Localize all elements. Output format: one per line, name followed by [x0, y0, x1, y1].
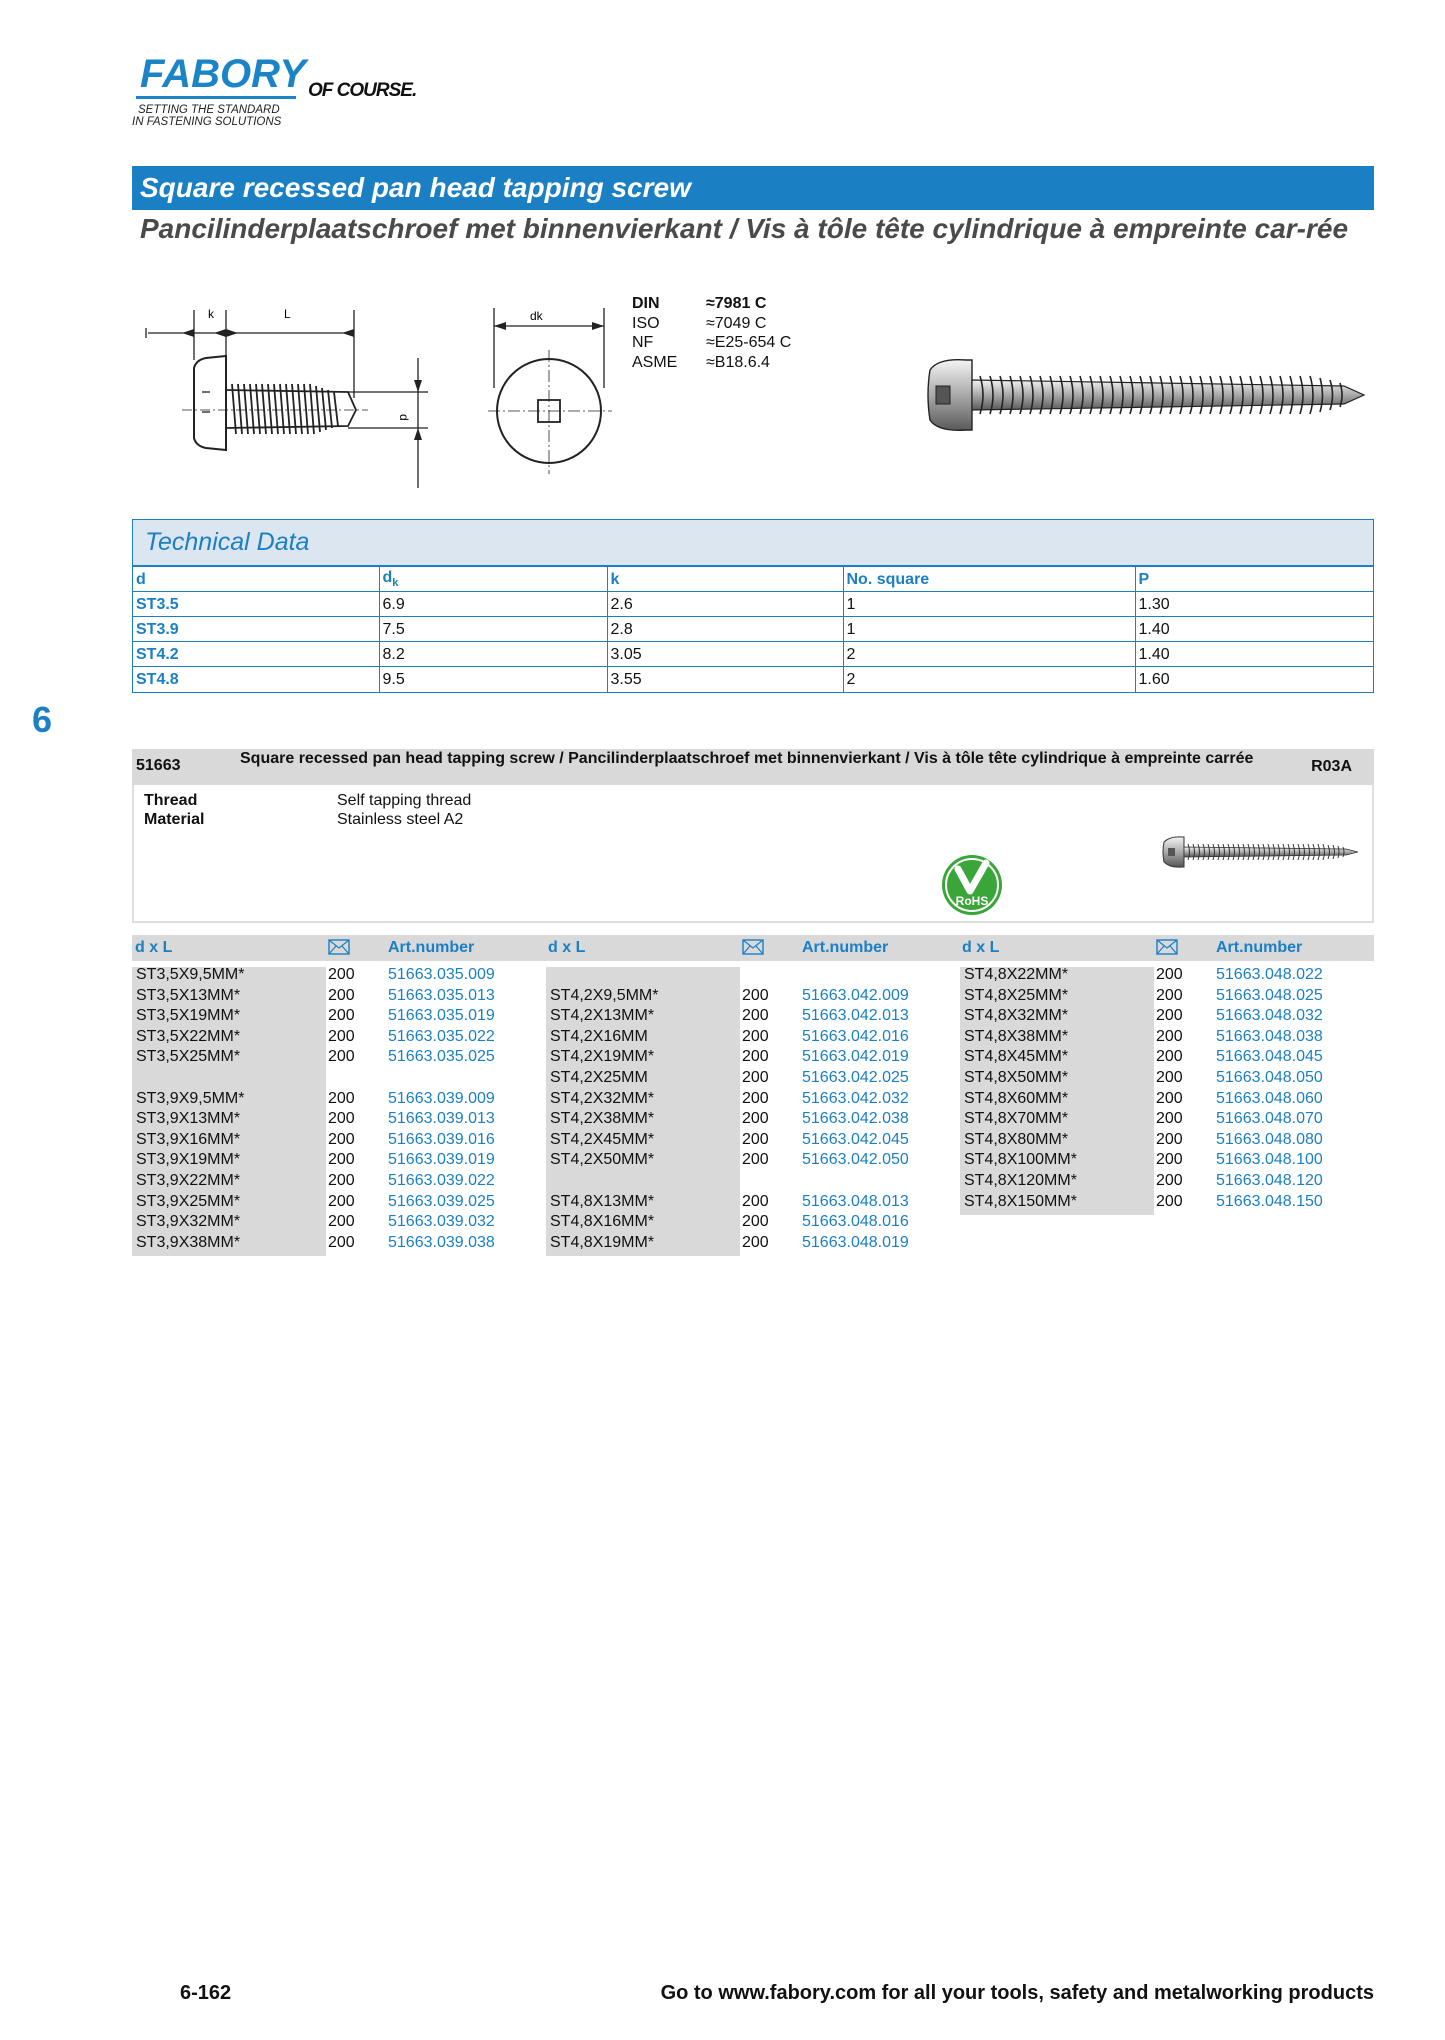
article-size: ST3,9X13MM* [136, 1110, 241, 1128]
envelope-icon [742, 939, 764, 955]
product-description: Square recessed pan head tapping screw / Pancilinderplaatschroef met binnenvierkant / Vis à tôle tête cylindrique à empreinte carrée [240, 750, 1254, 767]
logo-tagline-1: SETTING THE STANDARD [138, 104, 280, 116]
article-quantity: 200 [1156, 1130, 1183, 1148]
cell-p: 1.40 [1135, 617, 1373, 642]
article-quantity: 200 [742, 1213, 769, 1231]
label-d: d [397, 414, 411, 421]
article-number-link[interactable]: 51663.048.060 [1216, 1089, 1323, 1107]
col-header-art: Art.number [802, 939, 889, 956]
article-quantity: 200 [1156, 1089, 1183, 1107]
article-number-link[interactable]: 51663.035.009 [388, 966, 495, 983]
page-number: 6-162 [180, 1982, 232, 2004]
col-header-size: d x L [962, 939, 1000, 956]
article-number-link[interactable]: 51663.039.038 [388, 1233, 495, 1251]
article-quantity: 200 [328, 1048, 355, 1066]
article-quantity: 200 [328, 1110, 355, 1128]
cell-k: 2.6 [607, 592, 843, 617]
article-number-link[interactable]: 51663.048.022 [1216, 966, 1323, 983]
article-size: ST4,8X60MM* [964, 1089, 1069, 1107]
envelope-icon [1156, 939, 1178, 955]
product-ref: R03A [1311, 758, 1352, 775]
article-quantity: 200 [742, 1027, 769, 1045]
article-size: ST4,2X19MM* [550, 1048, 655, 1066]
article-number-link[interactable]: 51663.048.045 [1216, 1048, 1323, 1066]
col-header-dk [379, 567, 607, 592]
article-size: ST3,9X32MM* [136, 1213, 241, 1231]
standard-value: ≈7049 C [706, 314, 767, 332]
article-size: ST3,9X38MM* [136, 1233, 241, 1251]
material-value: Stainless steel A2 [337, 811, 464, 828]
article-size: ST3,5X13MM* [136, 986, 241, 1004]
label-k: k [208, 307, 214, 321]
article-size: ST4,2X50MM* [550, 1151, 655, 1169]
label-L: L [284, 307, 291, 321]
standard-name: ASME [632, 353, 678, 371]
article-quantity: 200 [1156, 1192, 1183, 1210]
article-quantity: 200 [328, 1213, 355, 1231]
article-size: ST4,2X13MM* [550, 1007, 655, 1025]
standards-list [632, 294, 791, 372]
article-number-link[interactable]: 51663.048.013 [802, 1192, 909, 1210]
article-size: ST3,9X25MM* [136, 1192, 241, 1210]
article-quantity: 200 [742, 1110, 769, 1128]
article-size: ST4,2X16MM [550, 1027, 648, 1045]
article-size: ST4,8X70MM* [964, 1110, 1069, 1128]
article-number-link[interactable]: 51663.035.013 [388, 986, 495, 1004]
cell-square: 1 [843, 592, 1135, 617]
article-number-link[interactable]: 51663.048.100 [1216, 1151, 1323, 1169]
standard-value: ≈B18.6.4 [706, 353, 770, 371]
article-number-link[interactable]: 51663.048.019 [802, 1233, 909, 1251]
article-number-link[interactable]: 51663.042.032 [802, 1089, 909, 1107]
article-number-link[interactable]: 51663.042.045 [802, 1130, 909, 1148]
article-quantity: 200 [1156, 1172, 1183, 1189]
article-quantity: 200 [742, 986, 769, 1004]
article-quantity: 200 [1156, 1151, 1183, 1169]
article-number-link[interactable]: 51663.042.025 [802, 1069, 909, 1086]
article-size: ST4,8X22MM* [964, 966, 1069, 983]
table-header-row [133, 567, 1373, 592]
page-subtitle: Pancilinderplaatschroef met binnenvierkant / Vis à tôle tête cylindrique à empreinte car-rée [140, 213, 1349, 244]
col-header-k: k [607, 567, 843, 592]
article-number-link[interactable]: 51663.048.025 [1216, 986, 1323, 1004]
article-size: ST3,9X9,5MM* [136, 1089, 245, 1107]
technical-data-title: Technical Data [145, 528, 310, 556]
page-title: Square recessed pan head tapping screw [140, 172, 691, 203]
article-number-link[interactable]: 51663.039.019 [388, 1151, 495, 1169]
article-quantity: 200 [1156, 1069, 1183, 1086]
standard-name: NF [632, 334, 654, 351]
fabory-logo [132, 52, 432, 134]
standard-row [632, 294, 791, 314]
article-size: ST4,8X13MM* [550, 1192, 655, 1210]
article-quantity: 200 [742, 1048, 769, 1066]
article-size: ST4,2X9,5MM* [550, 986, 659, 1004]
article-number-link[interactable]: 51663.048.070 [1216, 1110, 1323, 1128]
standard-name: DIN [632, 295, 660, 312]
article-number-link[interactable]: 51663.042.009 [802, 986, 909, 1004]
article-quantity: 200 [328, 986, 355, 1004]
cell-p: 1.40 [1135, 642, 1373, 667]
article-quantity: 200 [328, 1192, 355, 1210]
thread-label: Thread [144, 792, 198, 809]
logo-underline [136, 96, 296, 99]
col-header-dk-sub: k [392, 577, 399, 590]
chapter-number: 6 [32, 699, 53, 740]
article-table-header [132, 935, 1374, 961]
article-size: ST4,8X45MM* [964, 1048, 1069, 1066]
article-size: ST3,9X22MM* [136, 1172, 241, 1189]
cell-d: ST4.8 [133, 667, 379, 692]
article-number-link[interactable]: 51663.048.120 [1216, 1172, 1323, 1189]
standard-name: ISO [632, 314, 660, 332]
cell-dk: 6.9 [379, 592, 607, 617]
product-header [132, 749, 1374, 785]
article-size: ST4,8X16MM* [550, 1213, 655, 1231]
article-size: ST4,8X32MM* [964, 1007, 1069, 1025]
article-size: ST4,8X120MM* [964, 1172, 1077, 1189]
article-number-link[interactable]: 51663.042.016 [802, 1027, 909, 1045]
article-number-link[interactable]: 51663.035.025 [388, 1048, 495, 1066]
article-quantity: 200 [1156, 1007, 1183, 1025]
cell-dk: 9.5 [379, 667, 607, 692]
article-quantity: 200 [1156, 966, 1183, 983]
col-header-art: Art.number [388, 939, 475, 956]
article-size: ST4,8X25MM* [964, 986, 1069, 1004]
article-size: ST4,8X100MM* [964, 1151, 1077, 1169]
article-number-link[interactable]: 51663.042.013 [802, 1007, 909, 1025]
side-view-drawing [138, 298, 438, 498]
rohs-label: RoHS [955, 894, 989, 908]
article-number-link[interactable]: 51663.042.019 [802, 1048, 909, 1066]
article-quantity: 200 [328, 1007, 355, 1025]
article-size: ST4,8X50MM* [964, 1069, 1069, 1086]
article-number-link[interactable]: 51663.048.150 [1216, 1192, 1323, 1210]
cell-p: 1.30 [1135, 592, 1373, 617]
cell-k: 2.8 [607, 617, 843, 642]
article-quantity: 200 [742, 1130, 769, 1148]
cell-dk: 7.5 [379, 617, 607, 642]
article-quantity: 200 [328, 1027, 355, 1045]
standard-value: ≈E25-654 C [706, 334, 792, 351]
article-number-link[interactable]: 51663.039.013 [388, 1110, 495, 1128]
standard-row [632, 333, 791, 353]
table-row [133, 592, 1373, 617]
article-quantity: 200 [328, 1233, 355, 1251]
article-size: ST3,5X25MM* [136, 1048, 241, 1066]
article-quantity: 200 [328, 1130, 355, 1148]
product-code: 51663 [136, 757, 181, 774]
article-size: ST4,2X45MM* [550, 1130, 655, 1148]
article-quantity: 200 [742, 1233, 769, 1251]
article-number-link[interactable]: 51663.048.038 [1216, 1027, 1323, 1045]
cell-d: ST3.9 [133, 617, 379, 642]
article-number-link[interactable]: 51663.048.032 [1216, 1007, 1323, 1025]
col-header-size: d x L [135, 939, 173, 956]
col-header-no-square: No. square [843, 567, 1135, 592]
article-quantity: 200 [1156, 986, 1183, 1004]
article-quantity: 200 [328, 1089, 355, 1107]
article-size: ST4,2X25MM [550, 1069, 648, 1086]
col-header-art: Art.number [1216, 939, 1303, 956]
envelope-icon [328, 939, 350, 955]
article-quantity: 200 [742, 1007, 769, 1025]
col-header-dk-main: d [382, 569, 393, 587]
article-number-link[interactable]: 51663.035.019 [388, 1007, 495, 1025]
thread-value: Self tapping thread [337, 792, 472, 809]
logo-wordmark: FABORY [140, 52, 306, 96]
cell-square: 1 [843, 617, 1135, 642]
table-row [133, 642, 1373, 667]
article-quantity: 200 [742, 1089, 769, 1107]
cell-square: 2 [843, 642, 1135, 667]
article-size: ST4,8X19MM* [550, 1233, 655, 1251]
logo-tagline-2: IN FASTENING SOLUTIONS [132, 116, 282, 128]
article-number-link[interactable]: 51663.039.032 [388, 1213, 495, 1231]
cell-k: 3.05 [607, 642, 843, 667]
cell-square: 2 [843, 667, 1135, 692]
article-size: ST4,8X38MM* [964, 1027, 1069, 1045]
article-quantity: 200 [742, 1192, 769, 1210]
logo-of-course: OF COURSE. [308, 80, 417, 101]
rohs-icon [940, 853, 1004, 917]
article-number-link[interactable]: 51663.048.080 [1216, 1130, 1323, 1148]
article-quantity: 200 [1156, 1027, 1183, 1045]
cell-p: 1.60 [1135, 667, 1373, 692]
article-size: ST4,8X150MM* [964, 1192, 1077, 1210]
standard-value: ≈7981 C [706, 295, 767, 312]
article-size: ST3,5X9,5MM* [136, 966, 245, 983]
article-quantity: 200 [328, 1151, 355, 1169]
screw-photo-small [1160, 832, 1360, 872]
article-size: ST3,9X16MM* [136, 1130, 241, 1148]
article-size: ST4,2X38MM* [550, 1110, 655, 1128]
material-label: Material [144, 811, 205, 828]
standard-row [632, 353, 791, 373]
article-size: ST4,2X32MM* [550, 1089, 655, 1107]
article-quantity: 200 [328, 966, 355, 983]
article-number-link[interactable]: 51663.039.022 [388, 1172, 495, 1189]
cell-d: ST4.2 [133, 642, 379, 667]
article-number-link[interactable]: 51663.048.016 [802, 1213, 909, 1231]
cell-k: 3.55 [607, 667, 843, 692]
article-quantity: 200 [1156, 1110, 1183, 1128]
col-header-size: d x L [548, 939, 586, 956]
footer-tagline: Go to www.fabory.com for all your tools, safety and metalworking products [660, 1982, 1374, 2004]
article-number-link[interactable]: 51663.039.025 [388, 1192, 495, 1210]
article-quantity: 200 [742, 1069, 769, 1086]
col-header-p: P [1135, 567, 1373, 592]
front-view-drawing [488, 298, 618, 498]
article-number-link[interactable]: 51663.048.050 [1216, 1069, 1323, 1086]
article-number-link[interactable]: 51663.042.038 [802, 1110, 909, 1128]
table-row [133, 667, 1373, 692]
article-quantity: 200 [742, 1151, 769, 1169]
cell-dk: 8.2 [379, 642, 607, 667]
article-size: ST3,9X19MM* [136, 1151, 241, 1169]
article-number-link[interactable]: 51663.039.009 [388, 1089, 495, 1107]
cell-d: ST3.5 [133, 592, 379, 617]
technical-data-table [132, 519, 1374, 693]
article-number-link[interactable]: 51663.039.016 [388, 1130, 495, 1148]
article-size: ST3,5X22MM* [136, 1027, 241, 1045]
table-row [133, 617, 1373, 642]
article-number-link[interactable]: 51663.035.022 [388, 1027, 495, 1045]
technical-data-header [133, 520, 1373, 566]
label-dk: dk [530, 309, 543, 323]
screw-photo-large [924, 352, 1370, 438]
article-quantity: 200 [328, 1172, 355, 1189]
article-size: ST4,8X80MM* [964, 1130, 1069, 1148]
col-header-d: d [133, 567, 379, 592]
standard-row [632, 314, 791, 334]
article-size: ST3,5X19MM* [136, 1007, 241, 1025]
article-number-link[interactable]: 51663.042.050 [802, 1151, 909, 1169]
title-bar [132, 166, 1374, 210]
article-quantity: 200 [1156, 1048, 1183, 1066]
